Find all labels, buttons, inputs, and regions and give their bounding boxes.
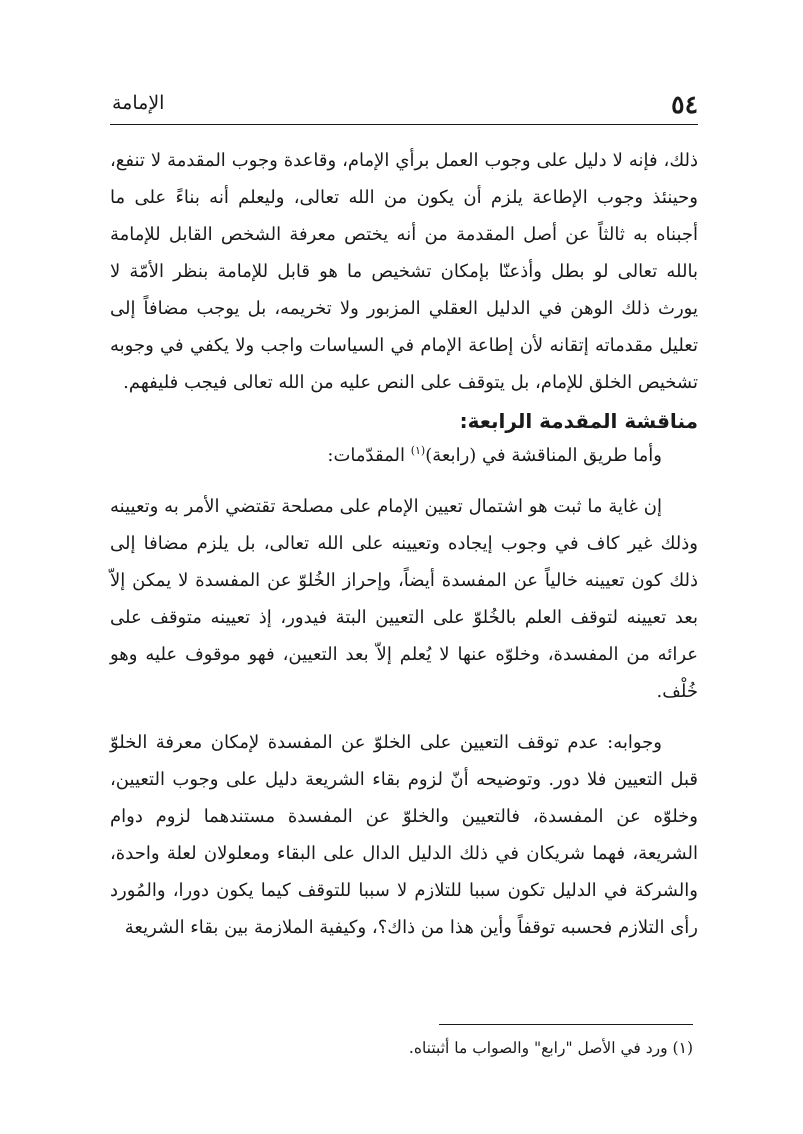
section-heading: مناقشة المقدمة الرابعة: bbox=[459, 409, 698, 433]
section-intro-text-end: المقدّمات: bbox=[327, 445, 411, 466]
paragraph-answer: وجوابه: عدم توقف التعيين على الخلوّ عن المفسدة لإمكان معرفة الخلوّ قبل التعيين فلا دور. وتوضيحه أنّ لزوم بقاء الشريعة دليل على وجوب التعيين، وخلوّه عن المفسدة، فالتعيين والخلوّ عن المفسدة مستندهما لزوم دوام الشريعة، فهما شريكان في ذلك الدليل الدال على البقاء ومعلولان لعلة واحدة، والشركة في الدليل تكون سببا للتلازم لا سببا للتوقف كيما يكون دورا، والمُورد رأى التلازم فحسبه توقفاً وأين هذا من ذاك؟، وكيفية الملازمة بين بقاء الشريعة bbox=[110, 732, 698, 938]
paragraph-continuation: ذلك، فإنه لا دليل على وجوب العمل برأي الإمام، وقاعدة وجوب المقدمة لا تنفع، وحينئذ وجوب الإطاعة يلزم أن يكون من الله تعالى، وليعلم أنه بناءً على ما أجبناه به ثالثاً عن أصل المقدمة من أنه يختص معرفة الشخص القابل للإمامة بالله تعالى لو بطل وأذعنّا بإمكان تشخيص ما هو قابل للإمامة بنظر الأمّة لا يورث ذلك الوهن في الدليل العقلي المزبور ولا تخريمه، بل يوجب مضافاً إلى تعليل مقدماته إتقانه لأن إطاعة الإمام في السياسات واجب ولا يكفي في وجوبه تشخيص الخلق للإمام، بل يتوقف على النص عليه من الله تعالى فيجب فليفهم. bbox=[110, 150, 698, 393]
page-body bbox=[110, 142, 698, 946]
page-header bbox=[110, 88, 698, 125]
footnote-marker: (١) bbox=[410, 444, 426, 457]
section-intro bbox=[110, 437, 698, 474]
footnote-divider bbox=[439, 1024, 693, 1025]
running-title: الإمامة bbox=[112, 92, 165, 114]
paragraph-objection: إن غاية ما ثبت هو اشتمال تعيين الإمام على مصلحة تقتضي الأمر به وتعيينه وذلك غير كاف في وجوب إيجاده وتعيينه على الله تعالى، بل يلزم مضافا إلى ذلك كون تعيينه خالياً عن المفسدة أيضاً، وإحراز الخُلوّ عن المفسدة لا يمكن إلاّ بعد تعيينه لتوقف العلم بالخُلوّ على التعيين البتة فيدور، إذ تعيينه متوقف على عرائه من المفسدة، وخلوّه عنها لا يُعلم إلاّ بعد التعيين، فهو موقوف عليه وهو خُلْف. bbox=[110, 496, 698, 702]
footnote: (١) ورد في الأصل "رابع" والصواب ما أثبتناه. bbox=[408, 1039, 693, 1057]
page-number: ٥٤ bbox=[671, 90, 698, 119]
section-intro-text: وأما طريق المناقشة في (رابعة) bbox=[425, 445, 662, 466]
